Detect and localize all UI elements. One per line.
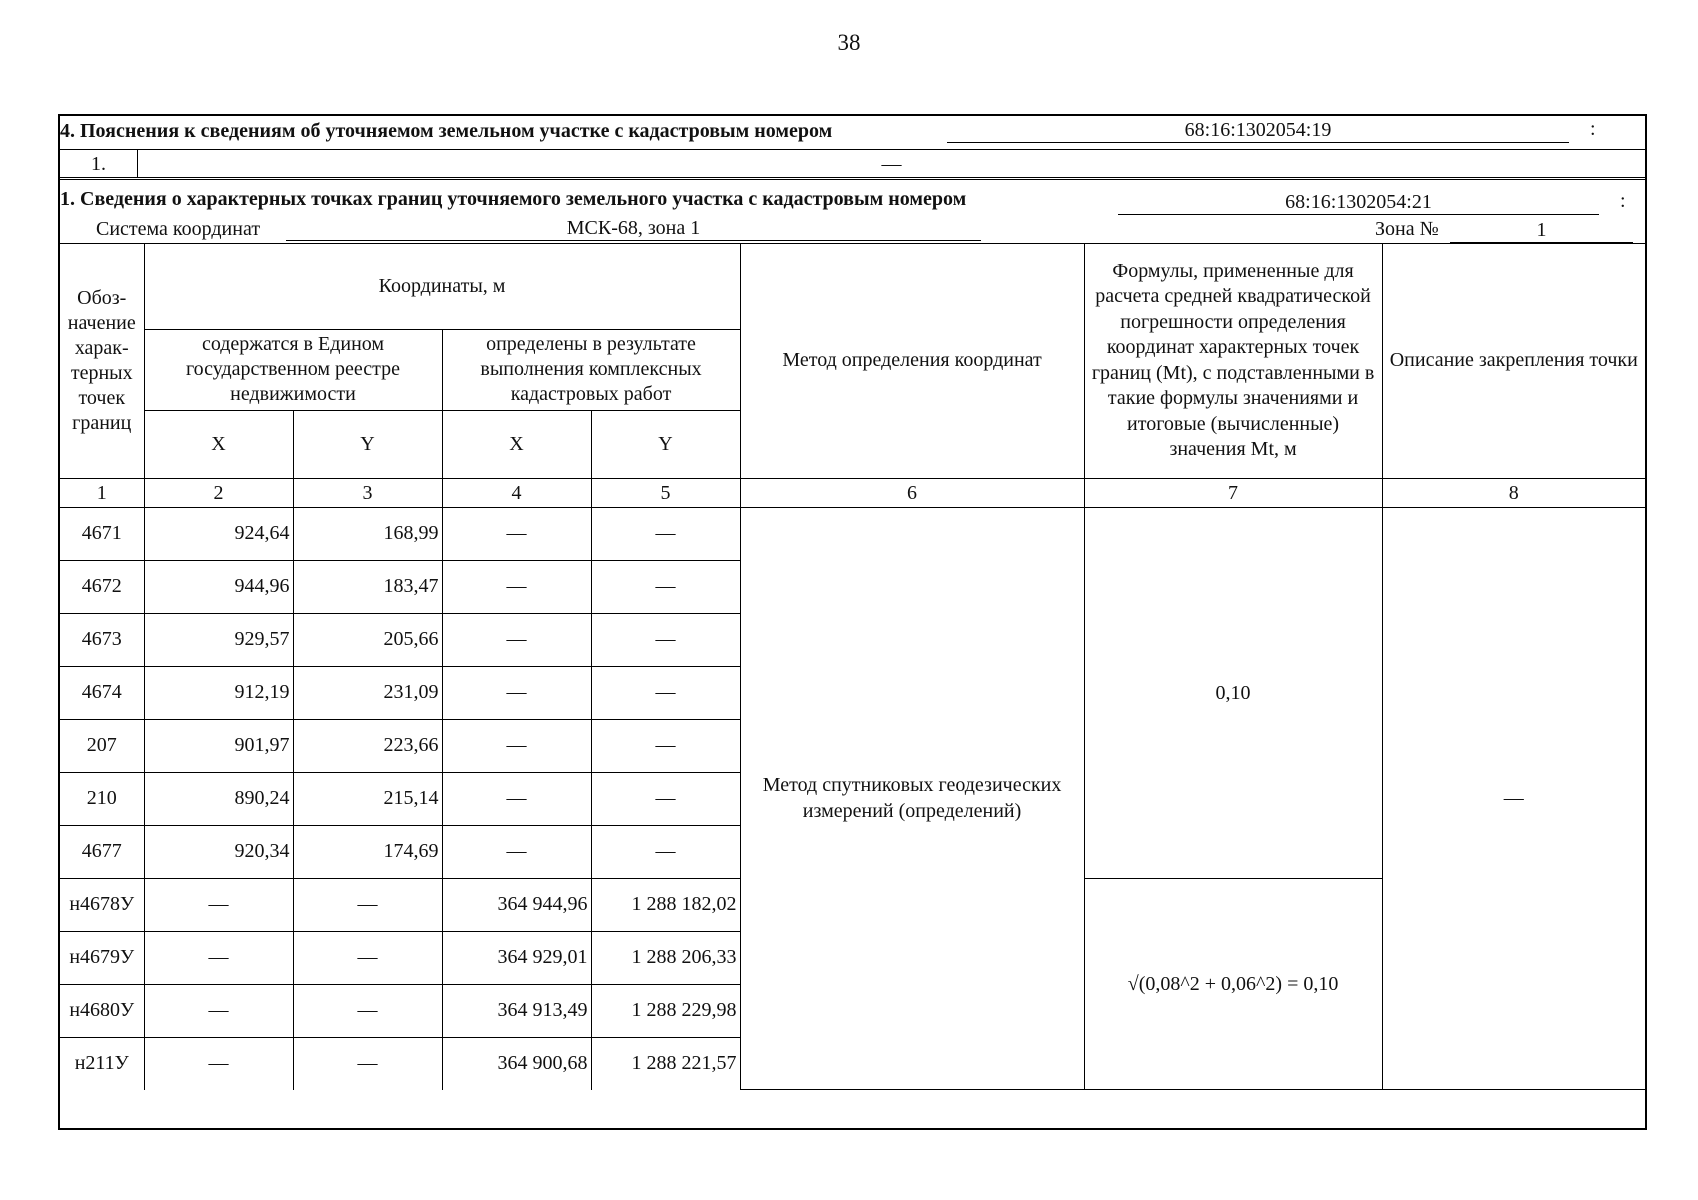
y-egrn-cell: — (293, 1037, 442, 1090)
coord-system-label: Система координат (96, 218, 261, 240)
y-egrn-cell: 168,99 (293, 507, 442, 560)
header-point-designation: Обоз-начение харак-терных точек границ (60, 244, 144, 478)
x-egrn-cell: 890,24 (144, 772, 293, 825)
x-egrn-cell: — (144, 1037, 293, 1090)
x-determined-cell: 364 913,49 (442, 984, 591, 1037)
y-determined-cell: 1 288 206,33 (591, 931, 740, 984)
section4-item-text: — (881, 153, 902, 175)
y-egrn-cell: 231,09 (293, 666, 442, 719)
y-determined-cell: — (591, 719, 740, 772)
y-egrn-cell: 215,14 (293, 772, 442, 825)
x-determined-cell: — (442, 719, 591, 772)
method-cell: Метод спутниковых геодезических измерений (определений) (740, 507, 1084, 1090)
column-number: 4 (442, 478, 591, 507)
point-designation: н211У (60, 1037, 144, 1090)
section1-header (60, 180, 1645, 244)
point-designation: 4671 (60, 507, 144, 560)
section4-colon: : (1590, 118, 1596, 140)
x-egrn-cell: 944,96 (144, 560, 293, 613)
point-designation: 4672 (60, 560, 144, 613)
x-egrn-cell: — (144, 984, 293, 1037)
column-number: 6 (740, 478, 1084, 507)
mt-existing-cell: 0,10 (1084, 507, 1382, 878)
fixing-cell: — (1382, 507, 1645, 1090)
y-determined-cell: — (591, 507, 740, 560)
y-egrn-cell: — (293, 984, 442, 1037)
x-determined-cell: — (442, 507, 591, 560)
point-designation: 210 (60, 772, 144, 825)
point-designation: 4674 (60, 666, 144, 719)
y-determined-cell: — (591, 825, 740, 878)
zone-value: 1 (1450, 218, 1633, 243)
point-designation: 207 (60, 719, 144, 772)
header-egrn: содержатся в Едином государственном реестре недвижимости (144, 329, 442, 410)
column-number: 7 (1084, 478, 1382, 507)
header-formulas: Формулы, примененные для расчета средней квадратической погрешности определения координат характерных точек границ (Mt), с подставленными в такие формулы значениями и итоговые (вычисленные) значения Mt, м (1084, 244, 1382, 478)
header-x-egrn: X (144, 410, 293, 478)
section1-cadastral-number: 68:16:1302054:21 (1118, 190, 1599, 215)
point-designation: 4677 (60, 825, 144, 878)
x-determined-cell: — (442, 666, 591, 719)
x-determined-cell: — (442, 613, 591, 666)
y-determined-cell: — (591, 613, 740, 666)
x-egrn-cell: — (144, 878, 293, 931)
column-number: 5 (591, 478, 740, 507)
y-determined-cell: 1 288 182,02 (591, 878, 740, 931)
zone-label: Зона № (1375, 218, 1439, 240)
point-designation: 4673 (60, 613, 144, 666)
x-determined-cell: — (442, 772, 591, 825)
y-determined-cell: 1 288 229,98 (591, 984, 740, 1037)
table-row (60, 507, 1645, 560)
y-determined-cell: 1 288 221,57 (591, 1037, 740, 1090)
page-number: 38 (837, 30, 861, 55)
header-fixing: Описание закрепления точки (1382, 244, 1645, 478)
x-egrn-cell: — (144, 931, 293, 984)
x-egrn-cell: 924,64 (144, 507, 293, 560)
section4-header (60, 116, 1645, 150)
section4-cadastral-number: 68:16:1302054:19 (947, 118, 1569, 143)
y-determined-cell: — (591, 772, 740, 825)
header-coordinates: Координаты, м (144, 244, 740, 329)
y-egrn-cell: — (293, 931, 442, 984)
y-egrn-cell: 183,47 (293, 560, 442, 613)
document-frame (58, 114, 1647, 1130)
column-number: 1 (60, 478, 144, 507)
mt-new-cell: √(0,08^2 + 0,06^2) = 0,10 (1084, 878, 1382, 1090)
x-determined-cell: 364 944,96 (442, 878, 591, 931)
x-egrn-cell: 901,97 (144, 719, 293, 772)
x-egrn-cell: 912,19 (144, 666, 293, 719)
y-egrn-cell: 174,69 (293, 825, 442, 878)
x-determined-cell: — (442, 560, 591, 613)
point-designation: н4679У (60, 931, 144, 984)
section1-title: 1. Сведения о характерных точках границ уточняемого земельного участка с кадастровым номером (60, 188, 967, 210)
y-determined-cell: — (591, 666, 740, 719)
x-determined-cell: 364 900,68 (442, 1037, 591, 1090)
column-number: 2 (144, 478, 293, 507)
column-number: 3 (293, 478, 442, 507)
header-determined: определены в результате выполнения комплексных кадастровых работ (442, 329, 740, 410)
header-method: Метод определения координат (740, 244, 1084, 478)
header-y-determined: Y (591, 410, 740, 478)
point-designation: н4678У (60, 878, 144, 931)
header-y-egrn: Y (293, 410, 442, 478)
y-determined-cell: — (591, 560, 740, 613)
x-egrn-cell: 920,34 (144, 825, 293, 878)
section4-item-number: 1. (60, 150, 138, 177)
y-egrn-cell: 205,66 (293, 613, 442, 666)
x-egrn-cell: 929,57 (144, 613, 293, 666)
header-x-determined: X (442, 410, 591, 478)
column-number: 8 (1382, 478, 1645, 507)
section1-colon: : (1620, 190, 1626, 212)
section4-item-row (60, 150, 1645, 180)
coord-system-value: МСК-68, зона 1 (286, 216, 981, 241)
x-determined-cell: — (442, 825, 591, 878)
y-egrn-cell: 223,66 (293, 719, 442, 772)
y-egrn-cell: — (293, 878, 442, 931)
point-designation: н4680У (60, 984, 144, 1037)
coordinates-table (60, 244, 1645, 1090)
section4-title: 4. Пояснения к сведениям об уточняемом земельном участке с кадастровым номером (60, 120, 833, 142)
x-determined-cell: 364 929,01 (442, 931, 591, 984)
